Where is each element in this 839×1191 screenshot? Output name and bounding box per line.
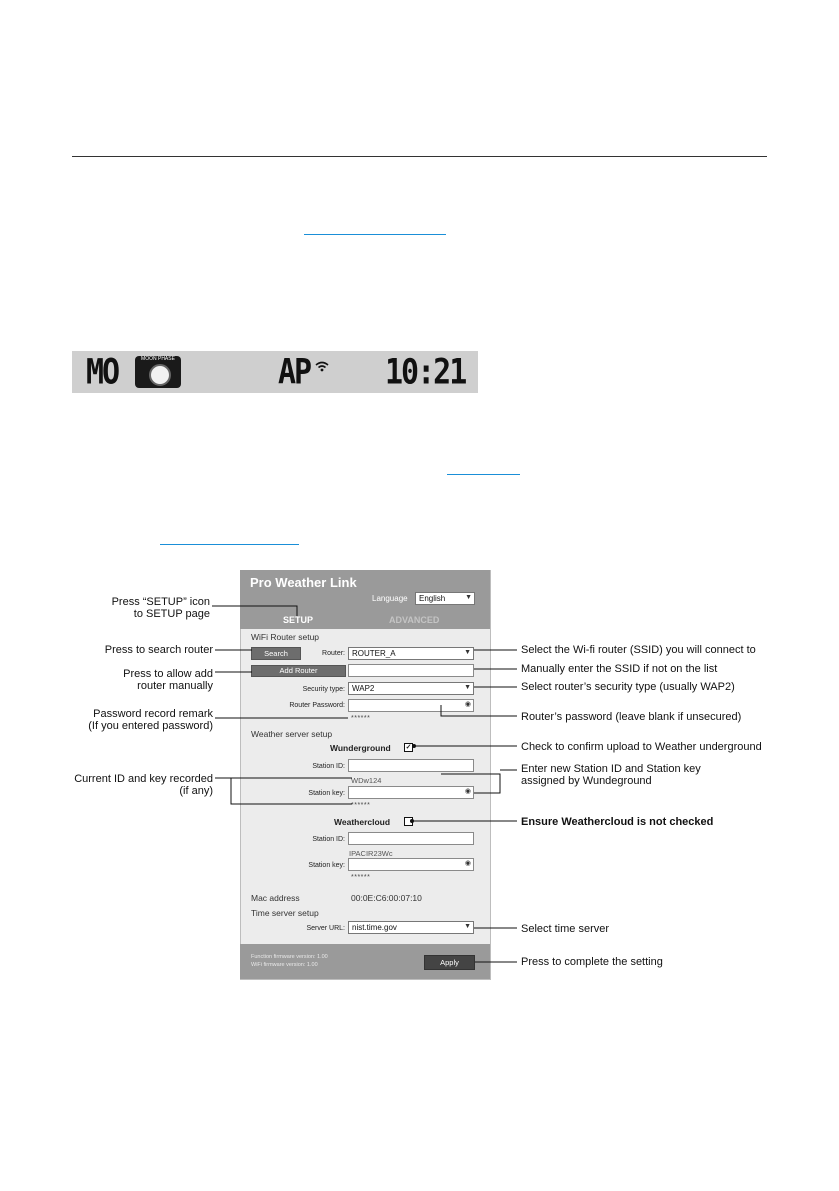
chevron-down-icon: ▼ (464, 923, 471, 930)
callout-complete-setting: Press to complete the setting (521, 956, 663, 968)
weathercloud-label: Weathercloud (334, 817, 391, 827)
mac-address-label: Mac address (251, 893, 300, 903)
callout-router-password: Router’s password (leave blank if unsecured) (521, 711, 742, 723)
lcd-day: MO (86, 352, 119, 393)
callout-select-time-server: Select time server (521, 923, 610, 935)
weather-section-title: Weather server setup (251, 729, 333, 739)
language-label: Language (372, 594, 408, 603)
wc-station-id-label: Station ID: (312, 836, 345, 843)
mac-address-value: 00:0E:C6:00:07:10 (351, 893, 422, 903)
apply-button[interactable]: Apply (424, 955, 475, 970)
server-url-label: Server URL: (306, 925, 345, 932)
wc-station-key-label: Station key: (308, 862, 345, 869)
moon-phase-label: MOON PHASE (141, 356, 175, 362)
eye-icon[interactable]: ◉ (464, 860, 471, 867)
wu-station-id-label: Station ID: (312, 763, 345, 770)
chevron-down-icon: ▼ (465, 594, 472, 601)
security-type-label: Security type: (302, 686, 345, 693)
callout-password-remark: Password record remark (If you entered password) (88, 708, 213, 732)
wc-station-key-recorded: ****** (351, 874, 371, 881)
wu-station-key-recorded: ****** (351, 802, 371, 809)
router-value: ROUTER_A (352, 649, 396, 658)
wifi-firmware-version: WiFi firmware version: 1.00 (251, 962, 318, 968)
router-label: Router: (322, 650, 345, 657)
callout-manual-ssid: Manually enter the SSID if not on the list (521, 663, 718, 675)
password-remark: ****** (351, 715, 371, 722)
wifi-section-title: WiFi Router setup (251, 632, 320, 642)
router-password-label: Router Password: (289, 702, 345, 709)
wu-station-key-label: Station key: (308, 790, 345, 797)
callout-select-router: Select the Wi-fi router (SSID) you will connect to (521, 644, 756, 656)
app-title: Pro Weather Link (250, 575, 357, 590)
lcd-mode: AP (278, 352, 311, 393)
language-value: English (419, 594, 446, 603)
callout-search-router: Press to search router (104, 644, 213, 656)
callout-setup-icon: Press “SETUP” icon to SETUP page (111, 596, 210, 620)
wunderground-label: Wunderground (330, 743, 391, 753)
security-type-value: WAP2 (352, 684, 375, 693)
callout-security-type: Select router’s security type (usually WAP2) (521, 681, 735, 693)
wc-station-id-recorded: IPACIR23Wc (349, 849, 393, 858)
chevron-down-icon: ▼ (464, 649, 471, 656)
callout-current-id: Current ID and key recorded (if any) (74, 773, 213, 797)
callout-confirm-upload: Check to confirm upload to Weather underground (521, 741, 762, 753)
search-button[interactable]: Search (251, 647, 301, 660)
lcd-time: 10:21 (385, 352, 466, 393)
add-router-button[interactable]: Add Router (251, 665, 346, 677)
wunderground-checkbox[interactable]: ✓ (405, 744, 412, 751)
function-firmware-version: Function firmware version: 1.00 (251, 954, 328, 960)
tab-advanced[interactable]: ADVANCED (389, 615, 440, 625)
tab-setup[interactable]: SETUP (283, 615, 314, 625)
time-server-section-title: Time server setup (251, 908, 319, 918)
eye-icon[interactable]: ◉ (464, 788, 471, 795)
callout-weathercloud-unchecked: Ensure Weathercloud is not checked (521, 816, 714, 828)
eye-icon[interactable]: ◉ (464, 701, 471, 708)
server-url-value: nist.time.gov (352, 923, 397, 932)
wu-station-id-recorded: WDw124 (351, 776, 382, 785)
chevron-down-icon: ▼ (464, 684, 471, 691)
callout-enter-station: Enter new Station ID and Station key assigned by Wundeground (521, 763, 701, 787)
callout-add-router: Press to allow add router manually (123, 668, 213, 692)
